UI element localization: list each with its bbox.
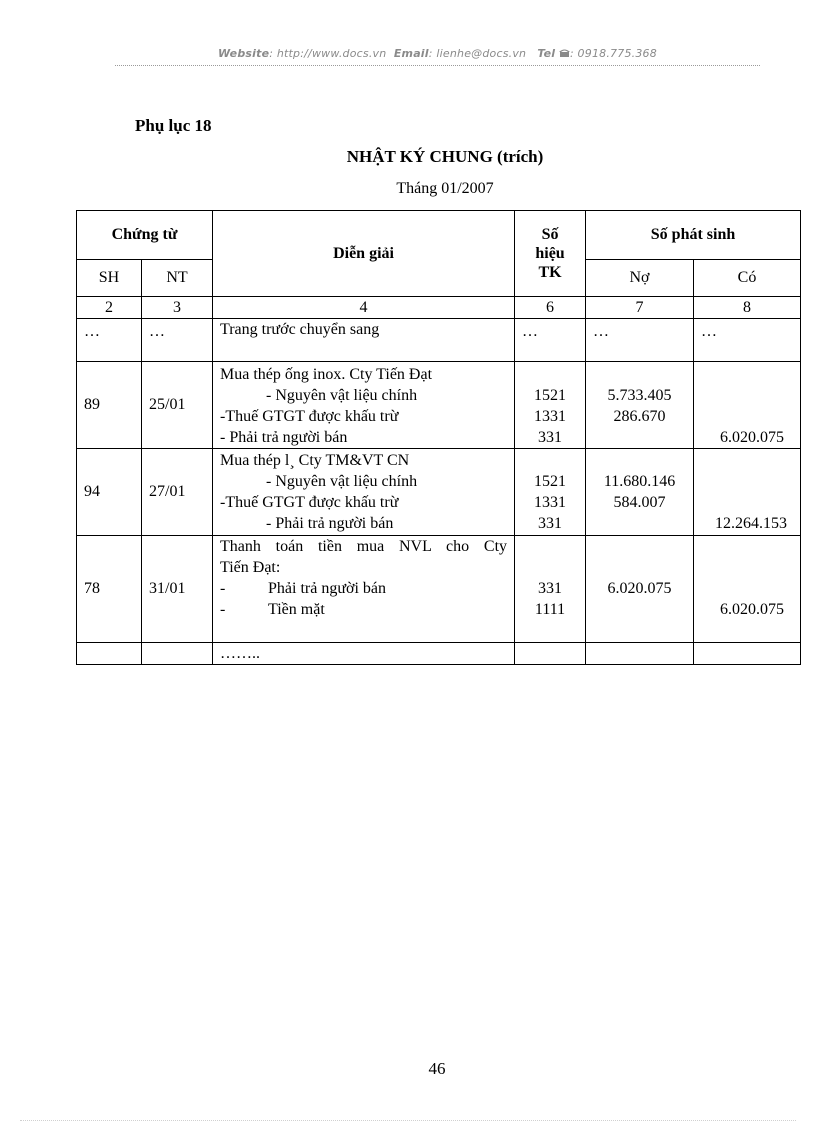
email-label: Email [393, 47, 429, 60]
header-so-hieu-tk [515, 211, 586, 297]
entry-desc-text: Tiền mặt [268, 601, 325, 618]
document-header [115, 47, 760, 60]
entry-sh: 89 [77, 362, 142, 449]
entry-account: 1111 [534, 601, 566, 618]
journal-entry-row [77, 449, 801, 536]
entry-desc-line: - Nguyên vật liệu chính [266, 387, 418, 404]
entry-account: 331 [538, 515, 563, 532]
entry-account: 331 [538, 580, 563, 597]
entry-account: 1521 [534, 387, 567, 404]
continuation-text: …….. [213, 643, 515, 665]
entry-nt: 25/01 [142, 362, 213, 449]
header-divider [115, 65, 760, 66]
phone-icon [559, 48, 570, 58]
carry-no: … [586, 319, 694, 362]
entry-desc-line [220, 578, 507, 599]
entry-account: 331 [538, 429, 563, 446]
website-value: : http://www.docs.vn [269, 47, 387, 60]
header-so-phat-sinh: Số phát sinh [586, 211, 801, 260]
entry-sh: 94 [77, 449, 142, 536]
entry-desc-line: -Thuế GTGT được khấu trừ [220, 408, 399, 425]
entry-description [213, 449, 515, 536]
entry-desc-title: Mua thép ống inox. Cty Tiến Đạt [220, 366, 433, 383]
entry-account: 1331 [534, 494, 567, 511]
entry-description [213, 362, 515, 449]
entry-debits [586, 449, 694, 536]
entry-desc-line: -Thuế GTGT được khấu trừ [220, 494, 399, 511]
email-value: : lienhe@docs.vn [428, 47, 527, 60]
header-chung-tu: Chứng từ [77, 211, 213, 260]
header-nt: NT [142, 260, 213, 297]
col-number: 3 [142, 297, 213, 319]
carry-forward-row [77, 319, 801, 362]
entry-debit: 5.733.405 [607, 387, 672, 404]
header-so-hieu-line1: Số [541, 226, 559, 243]
entry-desc-line: - Phải trả người bán [266, 515, 394, 532]
entry-nt: 31/01 [142, 536, 213, 643]
page-subtitle: Tháng 01/2007 [396, 180, 494, 197]
entry-credits [694, 536, 801, 643]
entry-debit: 286.670 [613, 408, 666, 425]
entry-debits [586, 536, 694, 643]
entry-debits [586, 362, 694, 449]
header-so-hieu-line3: TK [538, 264, 562, 281]
entry-desc-line: - Phải trả người bán [220, 429, 348, 446]
col-number: 6 [515, 297, 586, 319]
entry-credit: 12.264.153 [715, 515, 788, 532]
carry-sh: … [77, 319, 142, 362]
continuation-row [77, 643, 801, 665]
entry-desc-text: Phải trả người bán [268, 580, 387, 597]
tel-label: Tel [537, 47, 556, 60]
carry-nt: … [142, 319, 213, 362]
entry-credit: 6.020.075 [720, 429, 785, 446]
entry-debit: 11.680.146 [603, 473, 676, 490]
entry-credits [694, 449, 801, 536]
entry-sh: 78 [77, 536, 142, 643]
tel-value: : 0918.775.368 [569, 47, 657, 60]
entry-desc-title: Thanh toán tiền mua NVL cho Cty [220, 538, 508, 555]
entry-debit: 584.007 [613, 494, 666, 511]
footer-divider [20, 1120, 796, 1121]
website-label: Website [218, 47, 270, 60]
entry-desc-title: Tiến Đạt: [220, 559, 281, 576]
entry-desc-line: - Nguyên vật liệu chính [266, 473, 418, 490]
entry-accounts [515, 449, 586, 536]
header-so-hieu-line2: hiệu [535, 245, 565, 262]
bullet-dash: - [220, 601, 226, 618]
journal-entry-row [77, 362, 801, 449]
column-number-row [77, 297, 801, 319]
col-number: 7 [586, 297, 694, 319]
appendix-label: Phụ lục 18 [135, 116, 212, 135]
header-sh: SH [77, 260, 142, 297]
entry-accounts [515, 362, 586, 449]
carry-desc: Trang trước chuyển sang [213, 319, 515, 362]
col-number: 2 [77, 297, 142, 319]
journal-entry-row [77, 536, 801, 643]
entry-account: 1331 [534, 408, 567, 425]
page-number: 46 [428, 1059, 446, 1078]
header-co: Có [694, 260, 801, 297]
general-journal-table [76, 210, 801, 665]
col-number: 4 [213, 297, 515, 319]
entry-account: 1521 [534, 473, 567, 490]
entry-credit: 6.020.075 [720, 601, 785, 618]
entry-accounts [515, 536, 586, 643]
page-title: NHẬT KÝ CHUNG (trích) [346, 147, 544, 166]
entry-desc-line [220, 599, 507, 620]
entry-nt: 27/01 [142, 449, 213, 536]
carry-tk: … [515, 319, 586, 362]
entry-debit: 6.020.075 [607, 580, 672, 597]
bullet-dash: - [220, 580, 226, 597]
header-dien-giai: Diễn giải [213, 211, 515, 297]
header-no: Nợ [586, 260, 694, 297]
entry-desc-title: Mua thép l¸ Cty TM&VT CN [220, 452, 410, 469]
entry-description [213, 536, 515, 643]
entry-credits [694, 362, 801, 449]
carry-co: … [694, 319, 801, 362]
col-number: 8 [694, 297, 801, 319]
